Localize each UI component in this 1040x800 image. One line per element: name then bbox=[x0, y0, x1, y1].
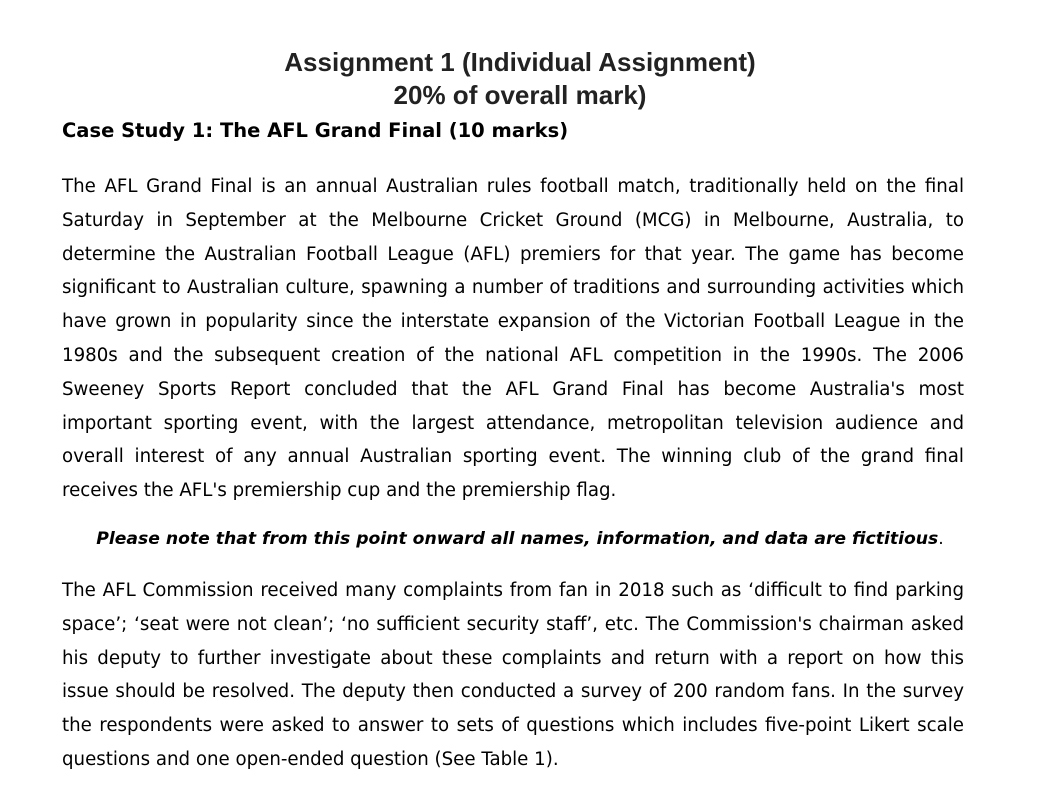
fictitious-note-text: Please note that from this point onward all names, information, and data are fictitious bbox=[96, 529, 939, 549]
case-study-heading: Case Study 1: The AFL Grand Final (10 marks) bbox=[62, 119, 569, 142]
fictitious-note-period: . bbox=[938, 529, 944, 549]
intro-paragraph: The AFL Grand Final is an annual Australian rules football match, traditionally held on the final Saturday in September at the Melbourne Cricket Ground (MCG) in Melbourne, Australia, to determine the Australian Football League (AFL) premiers for that year. The game has become significant to Australian culture, spawning a number of traditions and surrounding activities which have grown in popularity since the interstate expansion of the Victorian Football League in the 1980s and the subsequent creation of the national AFL competition in the 1990s. The 2006 Sweeney Sports Report concluded that the AFL Grand Final has become Australia's most important sporting event, with the largest attendance, metropolitan television audience and overall interest of any annual Australian sporting event. The winning club of the grand final receives the AFL's premiership cup and the premiership flag. bbox=[62, 176, 964, 502]
assignment-title bbox=[0, 46, 1040, 112]
title-line-2: 20% of overall mark) bbox=[393, 80, 647, 110]
fictitious-note bbox=[0, 524, 1040, 554]
complaints-paragraph: The AFL Commission received many complaints from fan in 2018 such as ‘difficult to find parking space’; ‘seat were not clean’; ‘no sufficient security staff’, etc. The Commission's chairman asked his deputy to further investigate about these complaints and return with a report on how this issue should be resolved. The deputy then conducted a survey of 200 random fans. In the survey the respondents were asked to answer to sets of questions which includes five-point Likert scale questions and one open-ended question (See Table 1). bbox=[62, 580, 964, 770]
title-line-1: Assignment 1 (Individual Assignment) bbox=[284, 47, 756, 77]
